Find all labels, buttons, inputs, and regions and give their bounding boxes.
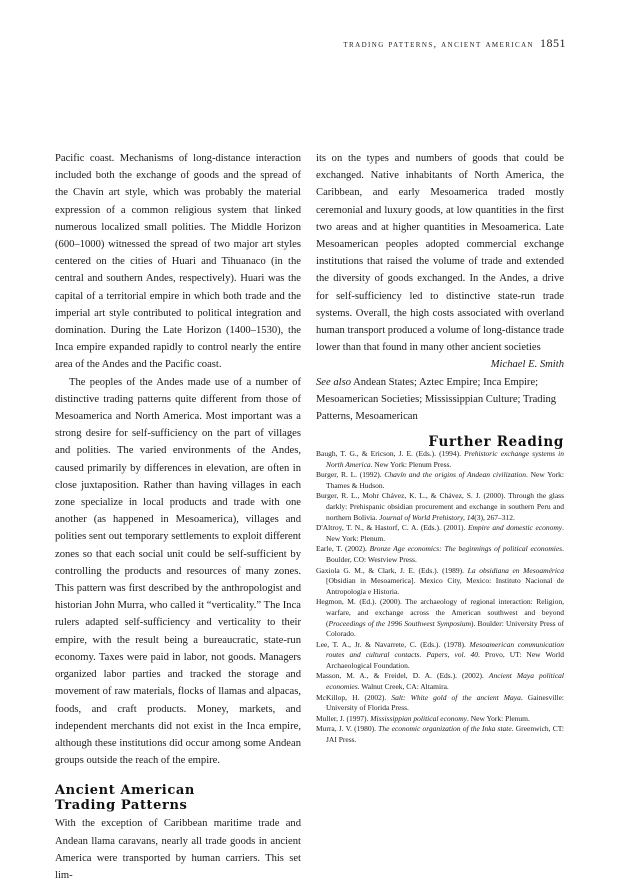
running-head-title: trading patterns, ancient american	[343, 40, 534, 50]
left-paragraph-3: With the exception of Caribbean maritime trade and Andean llama caravans, nearly all trade goods in ancient America were transported by human carriers. This set lim-	[55, 818, 301, 881]
see-also-label: See also	[316, 376, 352, 388]
further-reading-heading: Further Reading	[428, 434, 564, 450]
reference-item: McKillop, H. (2002). Salt: White gold of the ancient Maya. Gainesville: University of Florida Press.	[316, 692, 565, 713]
right-column	[316, 150, 564, 425]
reference-item: Hegmon, M. (Ed.). (2000). The archaeology of regional interaction: Religion, warfare, and exchange across the American southwest and beyond (Proceedings of the 1996 Southwest Symposium). Boulder: University Press of Colorado.	[316, 597, 564, 639]
section-heading	[55, 783, 301, 813]
left-paragraph-1: Pacific coast. Mechanisms of long-distance interaction included both the exchange of goods and the spread of the Chavín art style, which was probably the material expression of a common religious system that linked numerous localized small polities. The Middle Horizon (600–1000) witnessed the spread of two major art styles centered on the cities of Huari and Tihuanaco (in the central and southern Andes, respectively). Huari was the capital of a territorial empire in which both trade and the imperial art style contributed to political integration and domination. During the Late Horizon (1400–1530), the Inca empire expanded rapidly to control nearly the entire area of the Andes and the Pacific coast.	[55, 153, 301, 371]
reference-item: D'Altroy, T. N., & Hastorf, C. A. (Eds.). (2001). Empire and domestic economy. New York: Plenum.	[316, 523, 564, 543]
section-heading-line-2: Trading Patterns	[55, 798, 188, 814]
section-heading-line-1: Ancient American	[55, 783, 195, 799]
left-paragraph-2: The peoples of the Andes made use of a number of distinctive trading patterns quite different from those of Mesoamerica and North America. Most important was a strong desire for self-sufficiency on the part of villages and polities. The varied environments of the Andes, caused primarily by differences in elevation, are often in close juxtaposition. Rather than having villages in each zone specialize in local products and trade with one another (as happened in Mesoamerica), villages and polities sent out temporary settlements to exploit different zones so that each social unit could be self-sufficient by controlling the products and resources of many zones. This pattern was first described by the anthropologist and historian John Murra, who called it “verticality.” The Inca rulers adapted self-sufficiency and verticality to their empire, with the result being a bureaucratic, state-run economy. Taxes were paid in labor, not goods. Managers organized labor parties and tracked the storage and movement of raw materials, flocks of llamas and alpacas, foods, and craft products. Money, markets, and independent merchants did not exist in the Inca empire, although these institutions did occur among some Andean groups outside the reach of the empire.	[55, 376, 301, 767]
see-also-text: Andean States; Aztec Empire; Inca Empire; Mesoamerican Societies; Mississippian Culture; Trading Patterns, Mesoamerican	[316, 376, 557, 423]
page-number: 1851	[540, 36, 566, 50]
reference-item: Masson, M. A., & Freidel, D. A. (Eds.). (2002). Ancient Maya political economies. Walnut Creek, CA: Altamira.	[316, 671, 564, 692]
reference-item: Earle, T. (2002). Bronze Age economics: The beginnings of political economies. Boulder, CO: Westview Press.	[316, 544, 564, 564]
left-column	[55, 150, 301, 884]
reference-item: Lee, T. A., Jr. & Navarrete, C. (Eds.). (1978). Mesoamerican communication routes and cultural contacts. Papers, vol. 40. Provo, UT: New World Archaeological Foundation.	[316, 639, 565, 670]
reference-item: Burger, R. L. (1992). Chavín and the origins of Andean civilization. New York: Thames & Hudson.	[316, 470, 564, 490]
reference-item: Muller, J. (1997). Mississippian political economy. New York: Plenum.	[316, 713, 530, 723]
right-paragraph-1: its on the types and numbers of goods that could be exchanged. Native inhabitants of North America, the Caribbean, and early Mesoamerica traded mostly ceremonial and luxury goods, at low quantities in the first two areas and at higher quantities in Mesoamerica. Late Mesoamerican peoples adopted commercial exchange institutions that raised the volume of trade and extended the diversity of goods exchanged. In the Andes, a drive for self-sufficiency led to distinctive state-run trade systems. Overall, the high costs associated with overland human transport produced a volume of long-distance trade lower than that found in many other ancient societies	[316, 153, 564, 354]
see-also	[316, 374, 564, 426]
reference-list	[316, 449, 564, 746]
author-signature: Michael E. Smith	[490, 359, 564, 371]
reference-item: Baugh, T. G., & Ericson, J. E. (Eds.). (1994). Prehistoric exchange systems in North America. New York: Plenum Press.	[316, 449, 565, 469]
reference-item: Murra, J. V. (1980). The economic organization of the Inka state. Greenwich, CT: JAI Press.	[316, 724, 564, 745]
reference-item: Gaxiola G. M., & Clark, J. E. (Eds.). (1989). La obsidiana en Mesoamérica [Obsidian in Mesoamerica]. Mexico City, Mexico: Instituto Nacional de Antropología e Historia.	[316, 565, 564, 596]
reference-item: Burger, R. L., Mohr Chávez, K. L., & Chávez, S. J. (2000). Through the glass darkly: Prehispanic obsidian procurement and exchange in southern Peru and northern Bolivia. Journal of World Prehistory, 14(3), 267–312.	[316, 491, 564, 522]
running-head	[343, 36, 566, 51]
